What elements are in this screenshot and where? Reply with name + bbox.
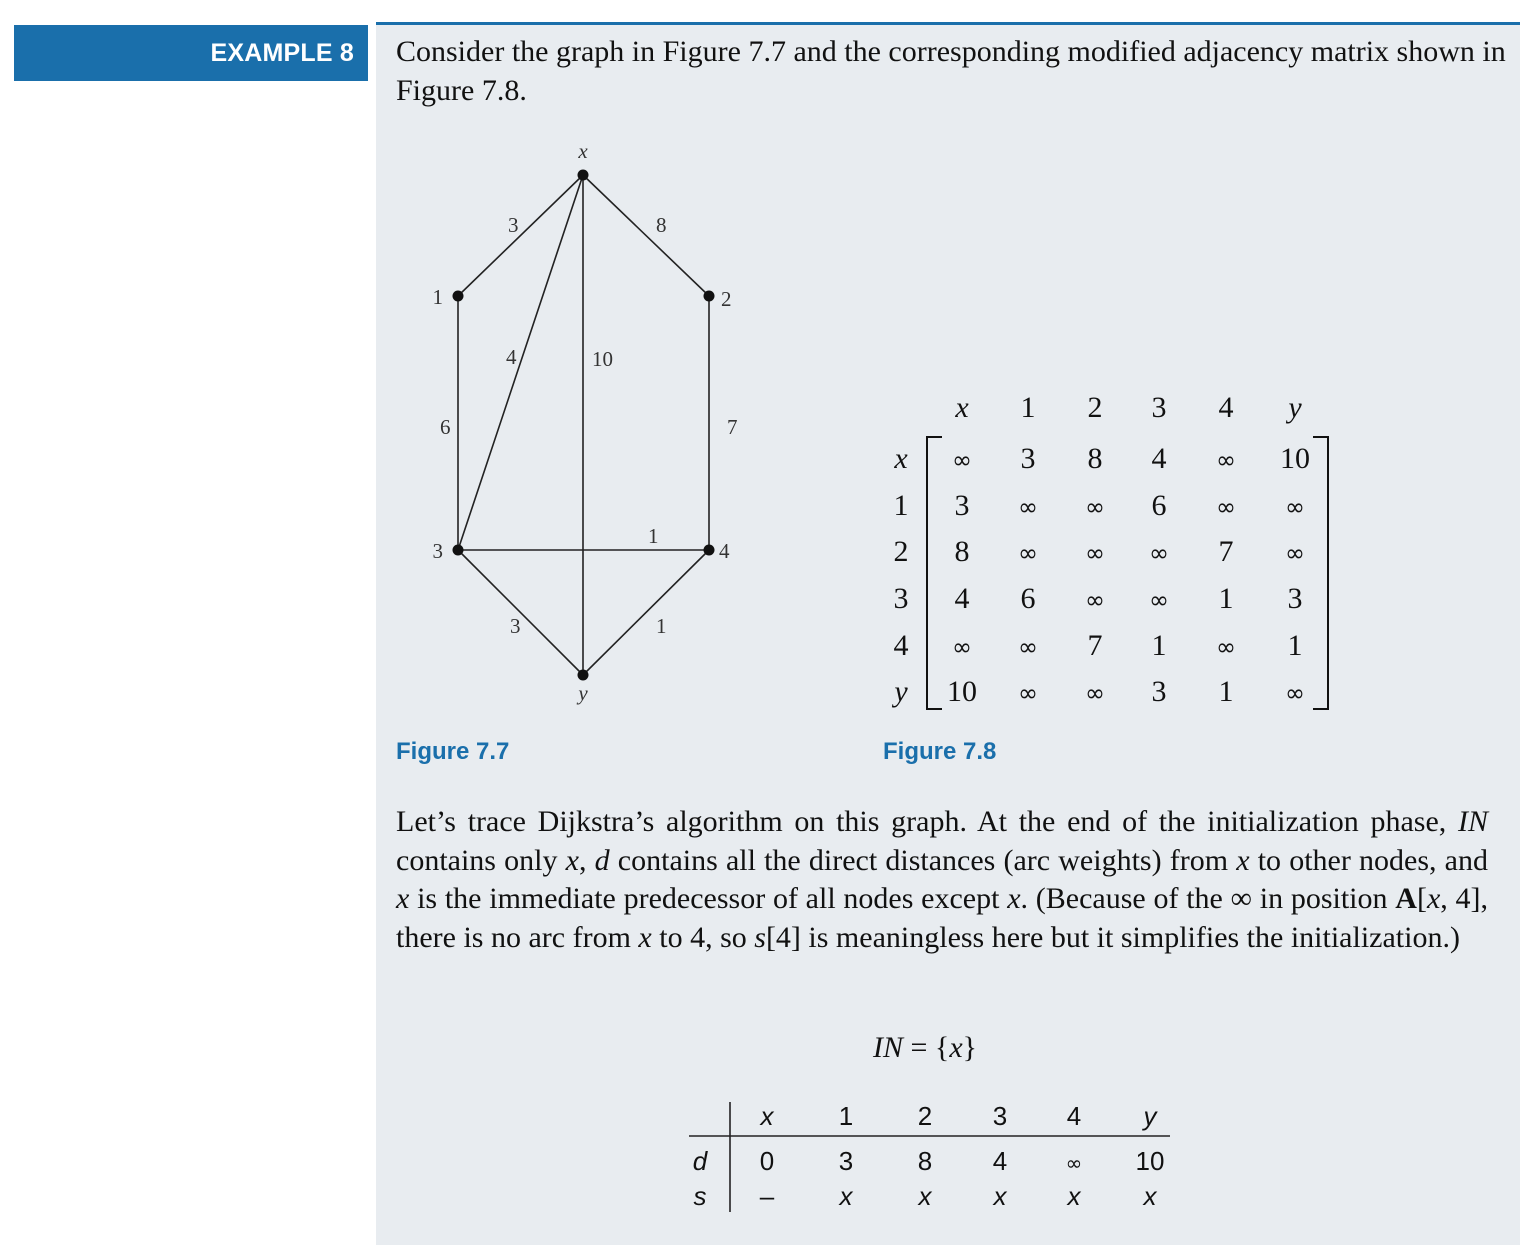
matrix-cell: 4 (1151, 442, 1167, 475)
matrix-row-label: 1 (893, 489, 909, 522)
matrix-col-header: 4 (1218, 391, 1234, 424)
matrix-cell: 7 (1218, 535, 1234, 568)
figure-7-7-caption: Figure 7.7 (396, 738, 510, 765)
edge-weight-x-3: 4 (506, 345, 517, 369)
edge-weight-2-4: 7 (727, 415, 738, 439)
dtable-cell: x (918, 1181, 932, 1211)
figure-7-8-caption: Figure 7.8 (883, 738, 997, 765)
matrix-cell: 3 (954, 489, 970, 522)
node-label-1: 1 (432, 285, 443, 309)
trace-paragraph: Let’s trace Dijkstra’s algorithm on this graph. At the end of the initialization phase, IN contains only x, d contains all the direct distances (arc weights) from x to other nodes, and x is the immediate predecessor of all nodes except x. (Because of the ∞ in position A[x, 4], there is no arc from x to 4, so s[4] is meaningless here but it simplifies the initialization.) (396, 805, 1489, 954)
dtable-cell: x (1067, 1181, 1081, 1211)
matrix-cell: ∞ (1085, 679, 1105, 707)
dtable-cell: 10 (1135, 1146, 1165, 1176)
matrix-cell: 3 (1287, 582, 1303, 615)
matrix-col-header: 1 (1020, 391, 1036, 424)
in-set-equation: IN = {x} (873, 1031, 978, 1064)
matrix-row-label: 4 (893, 629, 909, 662)
dtable-col-header: 4 (1066, 1101, 1082, 1131)
node-label-3: 3 (432, 539, 443, 563)
dtable-cell: x (993, 1181, 1007, 1211)
matrix-col-header: 2 (1087, 391, 1103, 424)
matrix-row-label: 2 (893, 535, 909, 568)
dtable-col-header: x (760, 1101, 774, 1131)
dtable-col-header: y (1143, 1101, 1157, 1131)
matrix-cell: 8 (954, 535, 970, 568)
dtable-cell: 3 (838, 1146, 854, 1176)
matrix-row-label: y (894, 675, 908, 708)
dtable-cell: 8 (917, 1146, 933, 1176)
matrix-cell: 1 (1218, 675, 1234, 708)
matrix-cell: ∞ (1085, 586, 1105, 614)
dtable-col-header: 3 (992, 1101, 1008, 1131)
edge-weight-x-1: 3 (508, 213, 519, 237)
matrix-cell: ∞ (1149, 586, 1169, 614)
matrix-cell: 10 (947, 675, 977, 708)
dtable-cell: ∞ (1065, 1151, 1083, 1175)
matrix-cell: ∞ (1018, 539, 1038, 567)
matrix-cell: 7 (1087, 629, 1103, 662)
matrix-cell: 3 (1151, 675, 1167, 708)
dtable-cell: x (839, 1181, 853, 1211)
matrix-cell: ∞ (1085, 493, 1105, 521)
matrix-cell: 8 (1087, 442, 1103, 475)
matrix-cell: ∞ (1216, 493, 1236, 521)
edge-weight-x-2: 8 (656, 213, 667, 237)
edge-weight-3-4: 1 (648, 524, 659, 548)
edge-weight-x-y: 10 (592, 347, 613, 371)
dtable-cell: x (1143, 1181, 1157, 1211)
matrix-cell: ∞ (1216, 633, 1236, 661)
dtable-row-label: s (693, 1181, 707, 1211)
node-label-x: x (578, 139, 588, 163)
matrix-cell: ∞ (1285, 539, 1305, 567)
matrix-cell: ∞ (1018, 633, 1038, 661)
matrix-cell: ∞ (1018, 679, 1038, 707)
matrix-cell: 4 (954, 582, 970, 615)
matrix-cell: 1 (1287, 629, 1303, 662)
dtable-cell: – (759, 1181, 775, 1211)
dtable-col-header: 1 (838, 1101, 854, 1131)
dtable-row-label: d (692, 1146, 708, 1176)
edge-weight-3-y: 3 (510, 614, 521, 638)
matrix-col-header: x (955, 391, 969, 424)
matrix-cell: ∞ (1285, 493, 1305, 521)
matrix-col-header: 3 (1151, 391, 1167, 424)
dtable-cell: 4 (992, 1146, 1008, 1176)
matrix-cell: 1 (1218, 582, 1234, 615)
dtable-col-header: 2 (917, 1101, 933, 1131)
matrix-row-label: x (894, 442, 908, 475)
node-label-y: y (578, 681, 588, 705)
matrix-cell: 1 (1151, 629, 1167, 662)
matrix-cell: ∞ (952, 633, 972, 661)
matrix-col-header: y (1288, 391, 1302, 424)
matrix-cell: ∞ (1216, 446, 1236, 474)
node-label-2: 2 (721, 287, 732, 311)
matrix-cell: ∞ (1085, 539, 1105, 567)
matrix-cell: ∞ (1018, 493, 1038, 521)
example-label: EXAMPLE 8 (14, 25, 368, 81)
matrix-cell: 10 (1280, 442, 1310, 475)
matrix-cell: 6 (1151, 489, 1167, 522)
matrix-cell: ∞ (1285, 679, 1305, 707)
matrix-cell: 3 (1020, 442, 1036, 475)
matrix-cell: 6 (1020, 582, 1036, 615)
edge-weight-1-3: 6 (440, 415, 451, 439)
intro-paragraph: Consider the graph in Figure 7.7 and the corresponding modified adjacency matrix shown in Figure 7.8. (396, 35, 1506, 107)
matrix-cell: ∞ (1149, 539, 1169, 567)
matrix-row-label: 3 (893, 582, 909, 615)
node-label-4: 4 (719, 539, 730, 563)
dtable-cell: 0 (759, 1146, 775, 1176)
matrix-cell: ∞ (952, 446, 972, 474)
edge-weight-4-y: 1 (656, 614, 667, 638)
